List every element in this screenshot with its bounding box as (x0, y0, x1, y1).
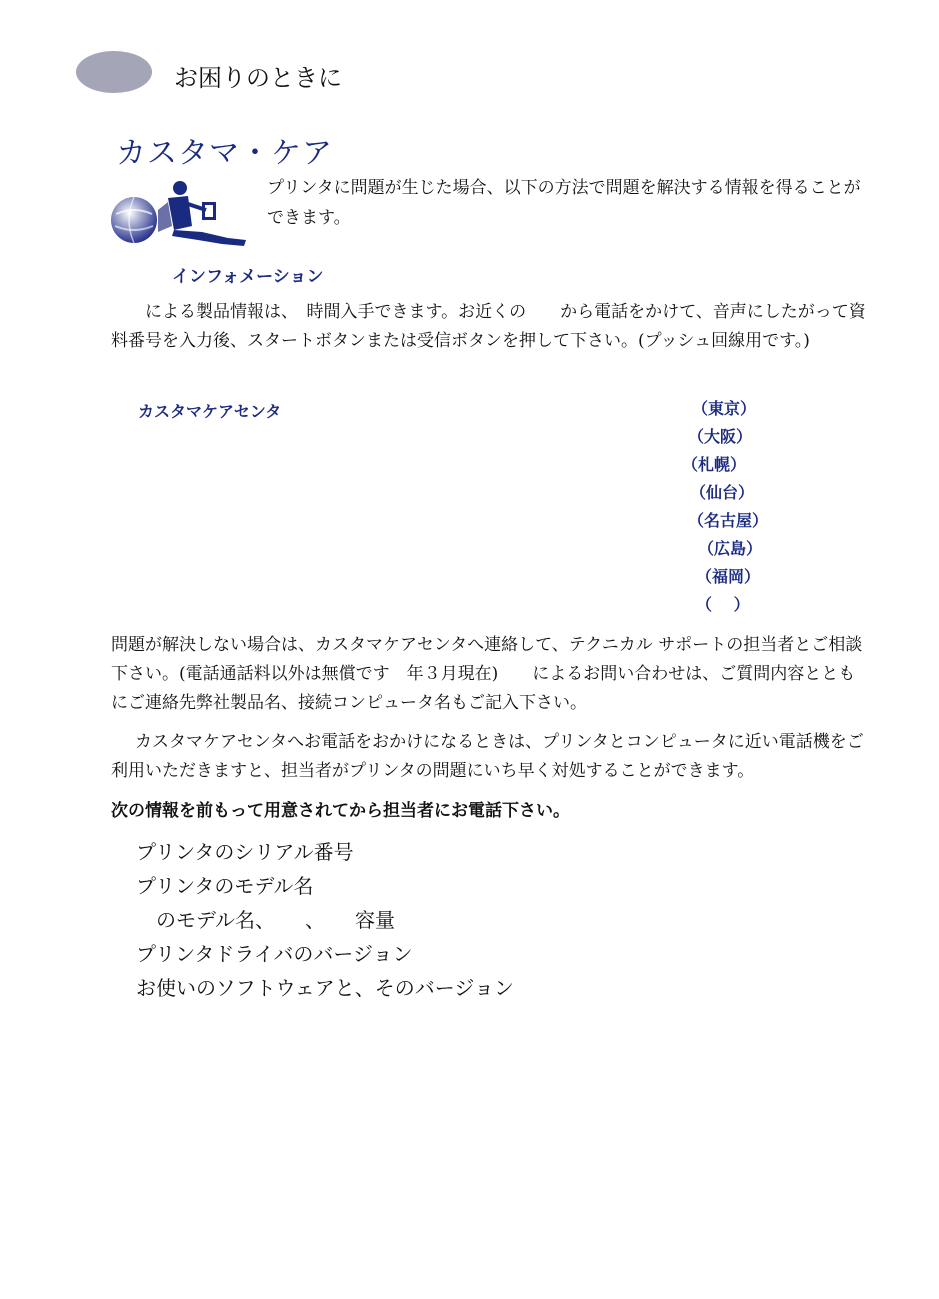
city-sapporo: （札幌） (682, 455, 747, 474)
list-item: プリンタのシリアル番号 (136, 840, 354, 864)
info-heading: インフォメーション (172, 267, 324, 287)
list-item: プリンタのモデル名 (136, 874, 314, 898)
info-paragraph: による製品情報は、 時間入手できます。お近くの から電話をかけて、音声にしたがって資料番号を入力後、スタートボタンまたは受信ボタンを押して下さい。(プッシュ回線用です。) (111, 302, 866, 351)
intro-text: プリンタに問題が生じた場合、以下の方法で問題を解決する情報を得ることができます。 (267, 178, 861, 228)
city-osaka: （大阪） (688, 427, 753, 446)
prepare-heading: 次の情報を前もって用意されてから担当者にお電話下さい。 (111, 801, 570, 821)
phone-paragraph: カスタマケアセンタへお電話をおかけになるときは、プリンタとコンピュータに近い電話機をご利用いただきますと、担当者がプリンタの問題にいち早く対処することができます。 (111, 732, 864, 781)
city-blank: （ ） (696, 595, 750, 614)
section-title: カスタマ・ケア (116, 136, 333, 171)
city-nagoya: （名古屋） (688, 511, 769, 530)
city-fukuoka: （福岡） (696, 567, 761, 586)
contact-paragraph: 問題が解決しない場合は、カスタマケアセンタへ連絡して、テクニカル サポートの担当者とご相談下さい。(電話通話料以外は無償です 年３月現在) によるお問い合わせは、ご質問内容とともにご連絡先弊社製品名、接続コンピュータ名もご記入下さい。 (111, 635, 863, 713)
support-globe-person-icon (110, 180, 250, 248)
page-header-title: お困りのときに (174, 64, 342, 92)
list-item: のモデル名、 、 容量 (136, 908, 395, 932)
city-tokyo: （東京） (692, 399, 757, 418)
section-tab-marker (76, 51, 152, 93)
list-item: プリンタドライバのバージョン (136, 942, 413, 966)
city-sendai: （仙台） (690, 483, 755, 502)
city-hiroshima: （広島） (698, 539, 763, 558)
care-center-label: カスタマケアセンタ (138, 402, 282, 421)
list-item: お使いのソフトウェアと、そのバージョン (136, 976, 514, 1000)
